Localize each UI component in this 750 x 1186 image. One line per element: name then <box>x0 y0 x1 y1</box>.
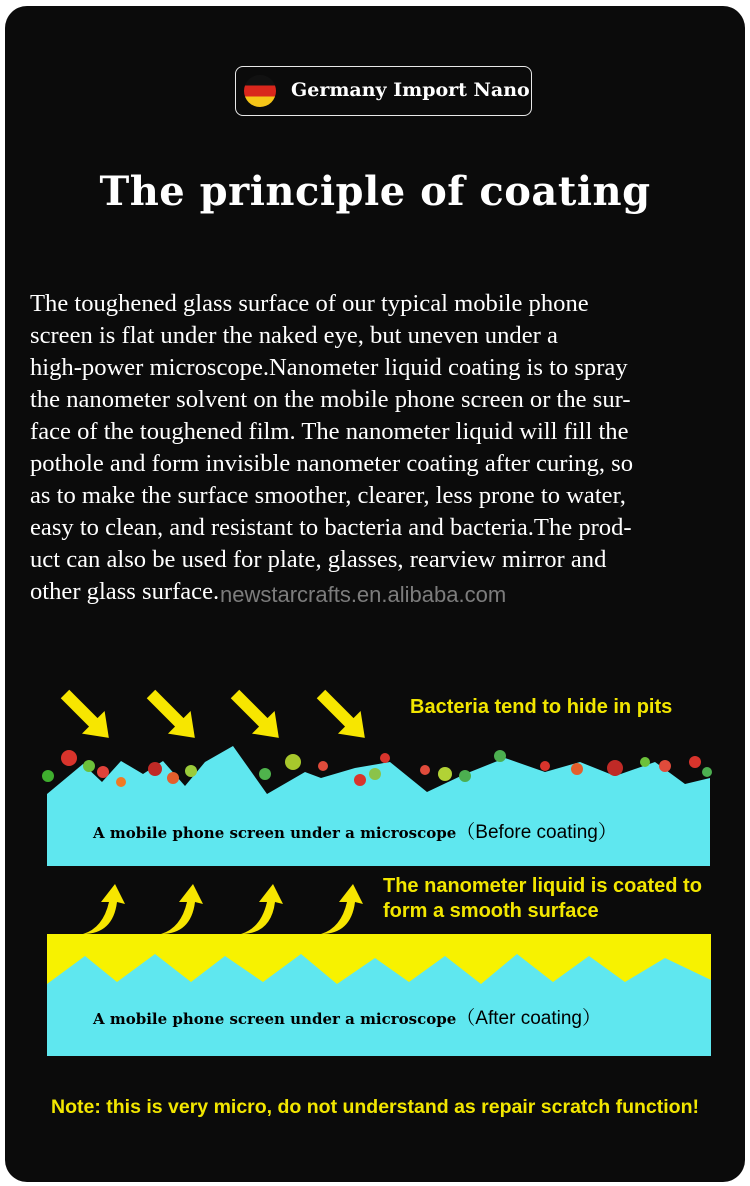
arrow-down-right-icon <box>224 683 290 749</box>
after-state-text: （After coating） <box>456 1008 601 1029</box>
paragraph-line: the nanometer solvent on the mobile phone screen or the sur- <box>30 386 631 413</box>
coated-label-line: The nanometer liquid is coated to <box>383 875 702 897</box>
paragraph-line: easy to clean, and resistant to bacteria and bacteria.The prod- <box>30 514 632 541</box>
before-state-text: （Before coating） <box>456 822 617 843</box>
arrow-down-right-icon <box>310 683 376 749</box>
after-screen-text: A mobile phone screen under a microscope <box>93 1010 457 1028</box>
page-title: The principle of coating <box>99 168 651 215</box>
arrow-up-right-icon <box>321 884 363 934</box>
arrow-down-right-icon <box>54 683 120 749</box>
paragraph-line: as to make the surface smoother, clearer, less prone to water, <box>30 482 626 509</box>
coated-label-line: form a smooth surface <box>383 900 599 922</box>
arrow-up-right-icon <box>241 884 283 934</box>
paragraph-line: The toughened glass surface of our typical mobile phone <box>30 290 589 317</box>
paragraph-line: high-power microscope.Nanometer liquid coating is to spray <box>30 354 628 381</box>
before-screen-text: A mobile phone screen under a microscope <box>93 824 457 842</box>
coated-label <box>383 874 702 924</box>
paragraph-line: uct can also be used for plate, glasses, rearview mirror and <box>30 546 607 573</box>
paragraph-line: face of the toughened film. The nanometer liquid will fill the <box>30 418 629 445</box>
before-coating-label <box>93 817 617 844</box>
paragraph-line: other glass surface. <box>30 578 220 605</box>
germany-flag-icon <box>244 75 276 107</box>
page-card <box>5 6 745 1182</box>
badge-label: Germany Import Nano <box>291 79 530 101</box>
bacteria-label: Bacteria tend to hide in pits <box>410 696 673 718</box>
disclaimer-note: Note: this is very micro, do not understand as repair scratch function! <box>51 1096 699 1118</box>
arrow-up-right-icon <box>83 884 125 934</box>
paragraph-line: pothole and form invisible nanometer coating after curing, so <box>30 450 634 477</box>
origin-badge <box>235 66 532 116</box>
watermark: newstarcrafts.en.alibaba.com <box>220 582 507 607</box>
paragraph-line: screen is flat under the naked eye, but uneven under a <box>30 322 558 349</box>
arrow-down-right-icon <box>140 683 206 749</box>
after-coating-label <box>93 1003 601 1030</box>
arrow-up-right-icon <box>161 884 203 934</box>
description-paragraph <box>30 288 730 608</box>
